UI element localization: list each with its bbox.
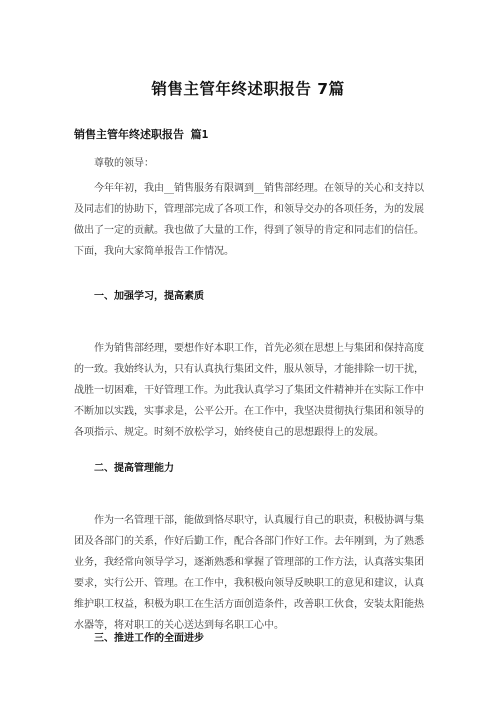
document-title: 销售主管年终述职报告 7篇 (151, 80, 345, 98)
greeting: 尊敬的领导： (94, 158, 154, 169)
section-heading-2: 二、提高管理能力 (94, 463, 174, 474)
report-subtitle: 销售主管年终述职报告 篇1 (74, 128, 209, 141)
section-heading-1: 一、加强学习，提高素质 (94, 291, 204, 302)
section-heading-3: 三、推进工作的全面进步 (94, 633, 204, 644)
paragraph-intro: 今年年初，我由__销售服务有限调到__销售部经理。在领导的关心和支持以及同志们的协助下，管理部完成了各项工作，和领导交办的各项任务，为的发展做出了一定的贡献。我也做了大量的工作，得到了领导的肯定和同志们的信任。下面，我向大家简单报告工作情况。 (74, 183, 424, 257)
paragraph-section-2: 作为一名管理干部，能做到恪尽职守，认真履行自己的职责，积极协调与集团及各部门的关系，作好后勤工作，配合各部门作好工作。去年刚到，为了熟悉业务，我经常向领导学习，逐渐熟悉和掌握了管理部的工作方法，认真落实集团要求，实行公开、管理。在工作中，我积极向领导反映职工的意见和建议，认真维护职工权益，积极为职工在生活方面创造条件，改善职工伙食，安装太阳能热水器等，将对职工的关心送达到每名职工心中。 (74, 515, 424, 631)
paragraph-section-1: 作为销售部经理，要想作好本职工作，首先必须在思想上与集团和保持高度的一致。我始终认为，只有认真执行集团文件，服从领导，才能排除一切干扰，战胜一切困难，干好管理工作。为此我认真学习了集团文件精神并在实际工作中不断加以实践，实事求是，公平公开。在工作中，我坚决贯彻执行集团和领导的各项指示、规定。时刻不放松学习，始终使自己的思想跟得上的发展。 (74, 343, 424, 438)
